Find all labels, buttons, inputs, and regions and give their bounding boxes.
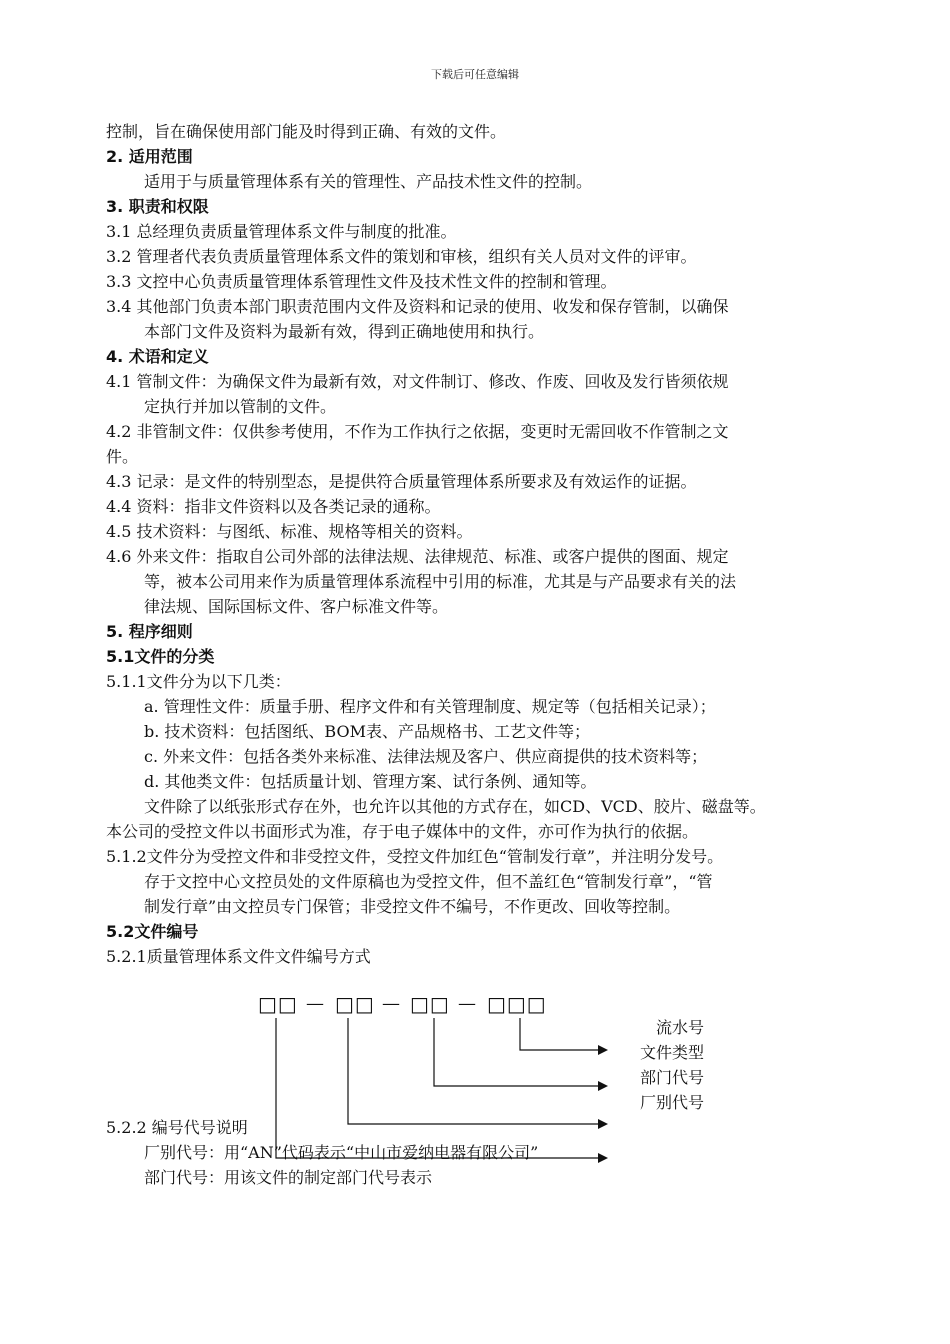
label-plant-code: 厂别代号	[640, 1093, 705, 1112]
text-line: 5.1.2文件分为受控文件和非受控文件，受控文件加红色“管制发行章”，并注明分发号。	[106, 847, 724, 866]
text-line: 3.1 总经理负责质量管理体系文件与制度的批准。	[106, 222, 457, 241]
text-line: 5.1.1文件分为以下几类：	[106, 672, 291, 691]
text-line: 4.2 非管制文件：仅供参考使用，不作为工作执行之依据，变更时无需回收不作管制之文	[106, 422, 729, 441]
section-heading: 5. 程序细则	[106, 622, 193, 641]
text-line: 5.2.2 编号代号说明	[106, 1118, 248, 1137]
text-line: 等，被本公司用来作为质量管理体系流程中引用的标准，尤其是与产品要求有关的法	[144, 572, 737, 591]
separator: —	[382, 993, 400, 1014]
text-line: 4.1 管制文件：为确保文件为最新有效，对文件制订、修改、作废、回收及发行皆须依规	[106, 372, 729, 391]
text-line: 存于文控中心文控员处的文件原稿也为受控文件，但不盖红色“管制发行章”，“管	[144, 872, 713, 891]
list-item: d. 其他类文件：包括质量计划、管理方案、试行条例、通知等。	[144, 772, 597, 791]
text-line: 本部门文件及资料为最新有效，得到正确地使用和执行。	[144, 322, 545, 341]
text-line: 部门代号：用该文件的制定部门代号表示	[144, 1168, 433, 1187]
list-item: c. 外来文件：包括各类外来标准、法律法规及客户、供应商提供的技术资料等；	[144, 747, 708, 766]
text-line: 4.4 资料：指非文件资料以及各类记录的通称。	[106, 497, 441, 516]
text-line: 3.4 其他部门负责本部门职责范围内文件及资料和记录的使用、收发和保存管制，以确保	[106, 297, 729, 316]
text-line: 定执行并加以管制的文件。	[144, 397, 337, 416]
text-line: 适用于与质量管理体系有关的管理性、产品技术性文件的控制。	[144, 172, 593, 191]
subsection-heading: 5.1文件的分类	[106, 647, 215, 666]
text-line: 3.3 文控中心负责质量管理体系管理性文件及技术性文件的控制和管理。	[106, 272, 617, 291]
text-line: 5.2.1质量管理体系文件文件编号方式	[106, 947, 371, 966]
code-boxes-plant: □□	[258, 992, 298, 1016]
text-line: 制发行章”由文控员专门保管；非受控文件不编号，不作更改、回收等控制。	[144, 897, 681, 916]
section-heading: 3. 职责和权限	[106, 197, 209, 216]
text-line: 文件除了以纸张形式存在外，也允许以其他的方式存在，如CD、VCD、胶片、磁盘等。	[144, 797, 766, 816]
text-line: 4.3 记录：是文件的特别型态，是提供符合质量管理体系所要求及有效运作的证据。	[106, 472, 697, 491]
label-serial-number: 流水号	[656, 1018, 705, 1037]
code-boxes-serial: □□□	[487, 992, 547, 1016]
separator: —	[458, 993, 476, 1014]
text-line: 件。	[106, 447, 139, 466]
text-line: 4.6 外来文件：指取自公司外部的法律法规、法律规范、标准、或客户提供的图面、规定	[106, 547, 729, 566]
text-line: 本公司的受控文件以书面形式为准，存于电子媒体中的文件，亦可作为执行的依据。	[106, 822, 699, 841]
text-line: 控制，旨在确保使用部门能及时得到正确、有效的文件。	[106, 122, 507, 141]
list-item: a. 管理性文件：质量手册、程序文件和有关管理制度、规定等（包括相关记录）；	[144, 697, 716, 716]
code-boxes-type: □□	[410, 992, 450, 1016]
label-file-type: 文件类型	[640, 1043, 705, 1062]
text-line: 律法规、国际国标文件、客户标准文件等。	[144, 597, 449, 616]
text-line: 4.5 技术资料：与图纸、标准、规格等相关的资料。	[106, 522, 473, 541]
separator: —	[306, 993, 324, 1014]
label-dept-code: 部门代号	[640, 1068, 705, 1087]
code-boxes-dept: □□	[335, 992, 375, 1016]
list-item: b. 技术资料：包括图纸、BOM表、产品规格书、工艺文件等；	[144, 722, 590, 741]
text-line: 3.2 管理者代表负责质量管理体系文件的策划和审核，组织有关人员对文件的评审。	[106, 247, 697, 266]
page-header: 下载后可任意编辑	[431, 68, 519, 81]
section-heading: 2. 适用范围	[106, 147, 193, 166]
text-line: 厂别代号：用“AN”代码表示“中山市爱纳电器有限公司”	[144, 1143, 539, 1162]
section-heading: 4. 术语和定义	[106, 347, 209, 366]
subsection-heading: 5.2文件编号	[106, 922, 199, 941]
